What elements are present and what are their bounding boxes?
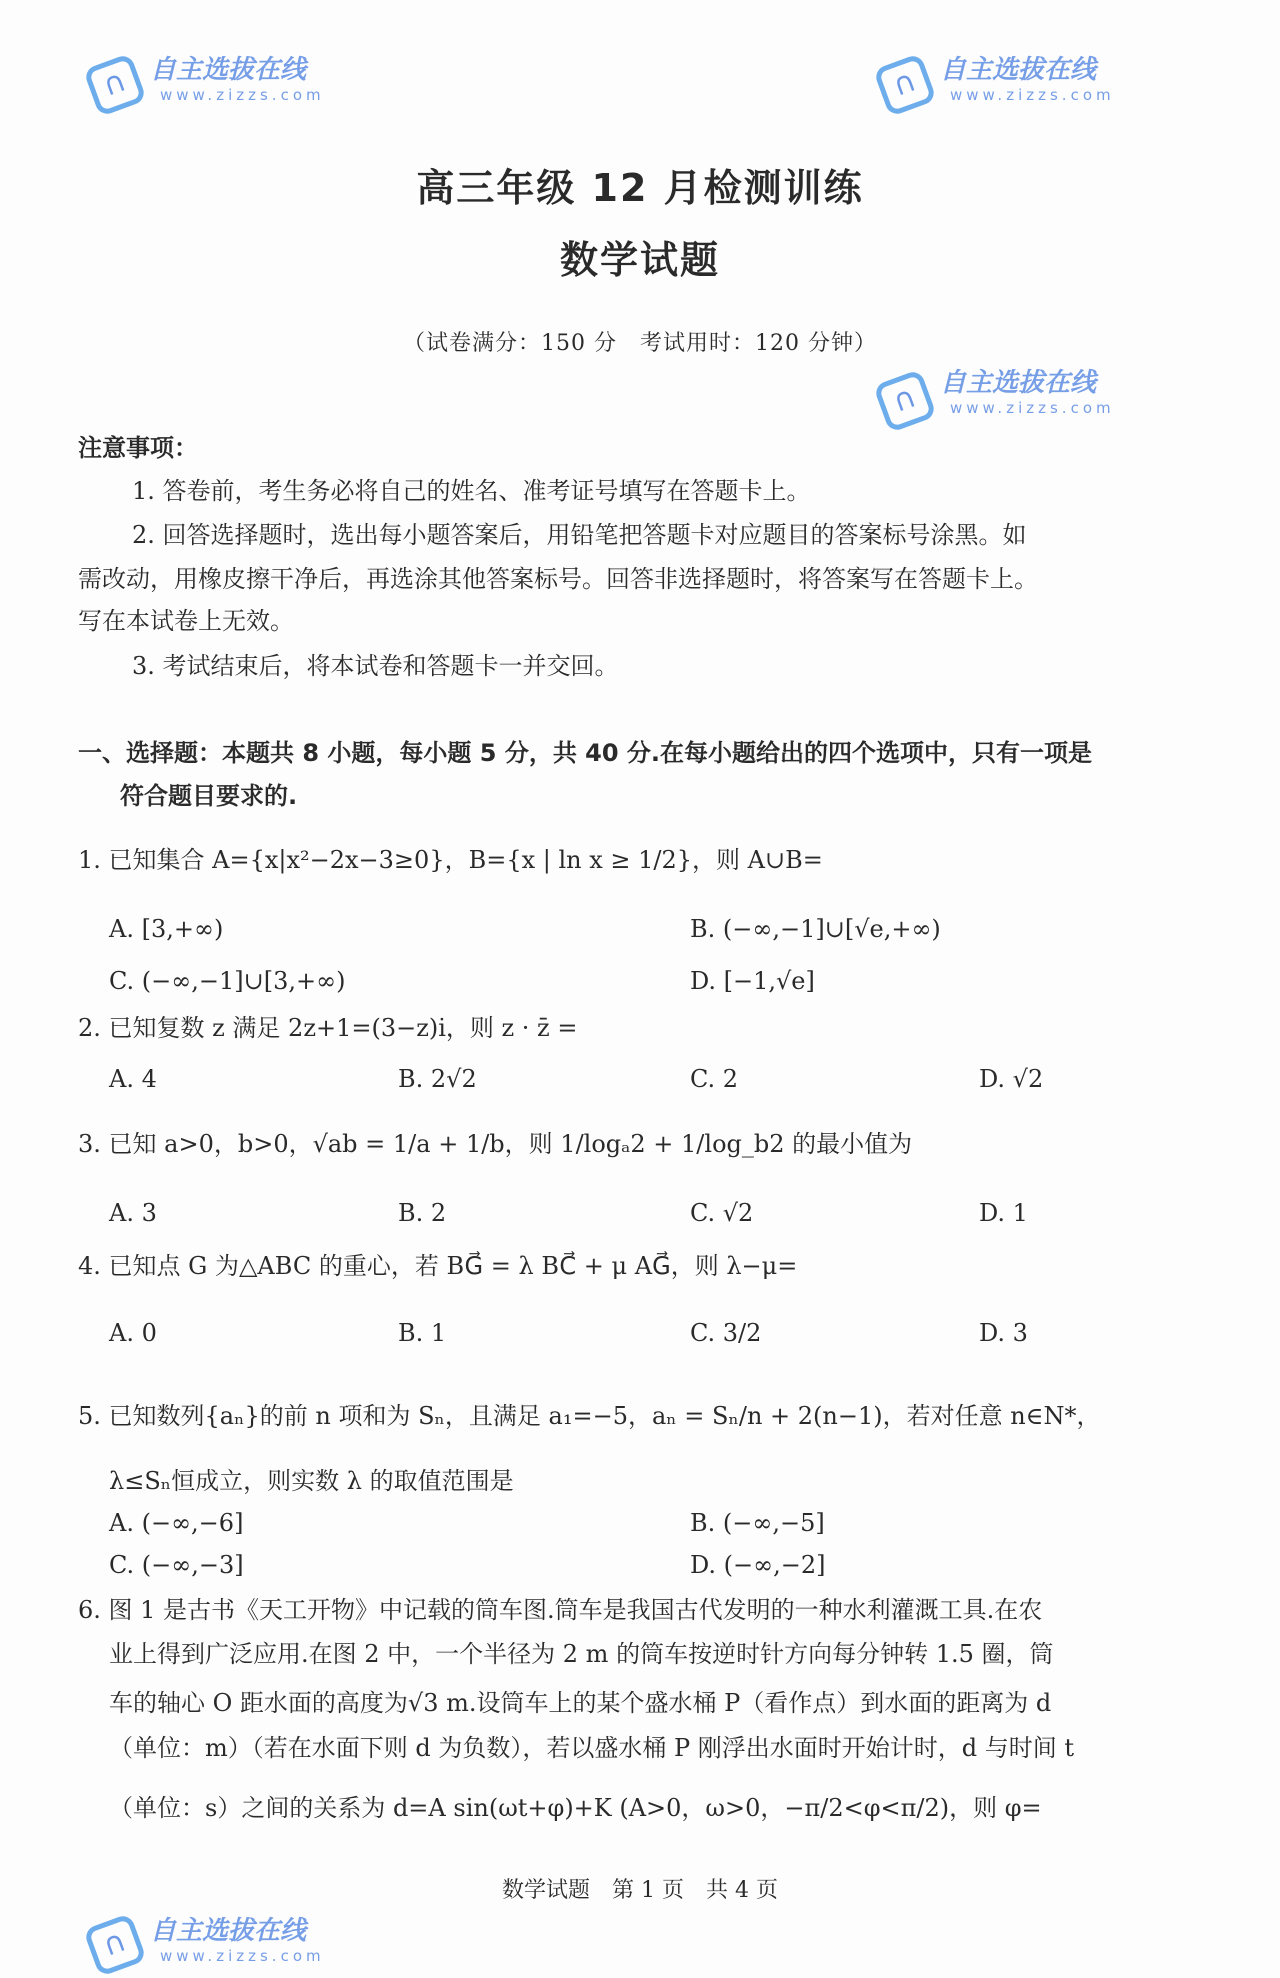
option: D. 3 <box>979 1319 1028 1347</box>
question-6-cont: （单位：m）（若在水面下则 d 为负数），若以盛水桶 P 刚浮出水面时开始计时，d 与时间 t <box>109 1734 1075 1762</box>
question-6: 6. 图 1 是古书《天工开物》中记载的筒车图.筒车是我国古代发明的一种水利灌溉工具.在农 <box>78 1596 1043 1624</box>
question-5: 5. 已知数列{aₙ}的前 n 项和为 Sₙ，且满足 a₁=−5，aₙ = Sₙ/n + 2(n−1)，若对任意 n∈N*， <box>78 1402 1101 1430</box>
section-heading-cont: 符合题目要求的. <box>120 782 298 810</box>
watermark: 自主选拔在线 www.zizzs.com <box>150 55 325 104</box>
notice-item: 需改动，用橡皮擦干净后，再选涂其他答案标号。回答非选择题时，将答案写在答题卡上。 <box>78 565 1038 593</box>
option: A. (−∞,−6] <box>109 1509 244 1537</box>
question-6-cont: 车的轴心 O 距水面的高度为√3 m.设筒车上的某个盛水桶 P（看作点）到水面的距离为 d <box>109 1689 1052 1717</box>
option: D. √2 <box>979 1065 1044 1093</box>
option: C. 3/2 <box>690 1319 762 1347</box>
exam-info: （试卷满分：150 分 考试用时：120 分钟） <box>403 331 877 356</box>
option: D. [−1,√e] <box>690 967 815 995</box>
option: A. 3 <box>109 1199 157 1227</box>
watermark-logo-icon: ∩ <box>873 369 937 433</box>
question-1: 1. 已知集合 A={x|x²−2x−3≥0}，B={x | ln x ≥ 1/2}，则 A∪B= <box>78 846 823 874</box>
watermark-logo-icon: ∩ <box>83 1913 147 1977</box>
question-3: 3. 已知 a>0，b>0，√ab = 1/a + 1/b，则 1/logₐ2 + 1/log_b2 的最小值为 <box>78 1130 913 1158</box>
option: B. 2√2 <box>398 1065 477 1093</box>
question-6-cont: 业上得到广泛应用.在图 2 中，一个半径为 2 m 的筒车按逆时针方向每分钟转 1.5 圈，筒 <box>109 1640 1054 1668</box>
notice-item: 1. 答卷前，考生务必将自己的姓名、准考证号填写在答题卡上。 <box>132 477 811 505</box>
watermark-logo-icon: ∩ <box>873 53 937 117</box>
question-5-cont: λ≤Sₙ恒成立，则实数 λ 的取值范围是 <box>109 1467 514 1495</box>
option: A. 0 <box>109 1319 157 1347</box>
option: D. (−∞,−2] <box>690 1551 826 1579</box>
notice-item: 3. 考试结束后，将本试卷和答题卡一并交回。 <box>132 652 619 680</box>
watermark: 自主选拔在线 www.zizzs.com <box>940 55 1115 104</box>
page-footer: 数学试题 第 1 页 共 4 页 <box>502 1878 778 1903</box>
option: A. 4 <box>109 1065 157 1093</box>
notice-heading: 注意事项： <box>78 434 198 462</box>
watermark-logo-icon: ∩ <box>83 53 147 117</box>
watermark: 自主选拔在线 www.zizzs.com <box>940 368 1115 417</box>
section-heading: 一、选择题：本题共 8 小题，每小题 5 分，共 40 分.在每小题给出的四个选项中，只有一项是 <box>78 739 1093 767</box>
option: B. 2 <box>398 1199 447 1227</box>
watermark: 自主选拔在线 www.zizzs.com <box>150 1916 325 1965</box>
notice-item: 2. 回答选择题时，选出每小题答案后，用铅笔把答题卡对应题目的答案标号涂黑。如 <box>132 521 1027 549</box>
exam-subtitle: 数学试题 <box>559 238 720 282</box>
question-4: 4. 已知点 G 为△ABC 的重心，若 BG⃗ = λ BC⃗ + μ AG⃗，则 λ−μ= <box>78 1252 798 1280</box>
option: D. 1 <box>979 1199 1028 1227</box>
question-6-cont: （单位：s）之间的关系为 d=A sin(ωt+φ)+K (A>0，ω>0，−π/2<φ<π/2)，则 φ= <box>109 1794 1042 1822</box>
option: C. (−∞,−3] <box>109 1551 244 1579</box>
option: B. (−∞,−1]∪[√e,+∞) <box>690 915 941 943</box>
option: B. 1 <box>398 1319 447 1347</box>
option: C. √2 <box>690 1199 754 1227</box>
option: C. (−∞,−1]∪[3,+∞) <box>109 967 346 995</box>
option: B. (−∞,−5] <box>690 1509 825 1537</box>
notice-item: 写在本试卷上无效。 <box>78 607 294 635</box>
option: C. 2 <box>690 1065 739 1093</box>
exam-title: 高三年级 12 月检测训练 <box>416 166 864 210</box>
question-2: 2. 已知复数 z 满足 2z+1=(3−z)i，则 z · z̄ = <box>78 1014 578 1042</box>
option: A. [3,+∞) <box>109 915 224 943</box>
